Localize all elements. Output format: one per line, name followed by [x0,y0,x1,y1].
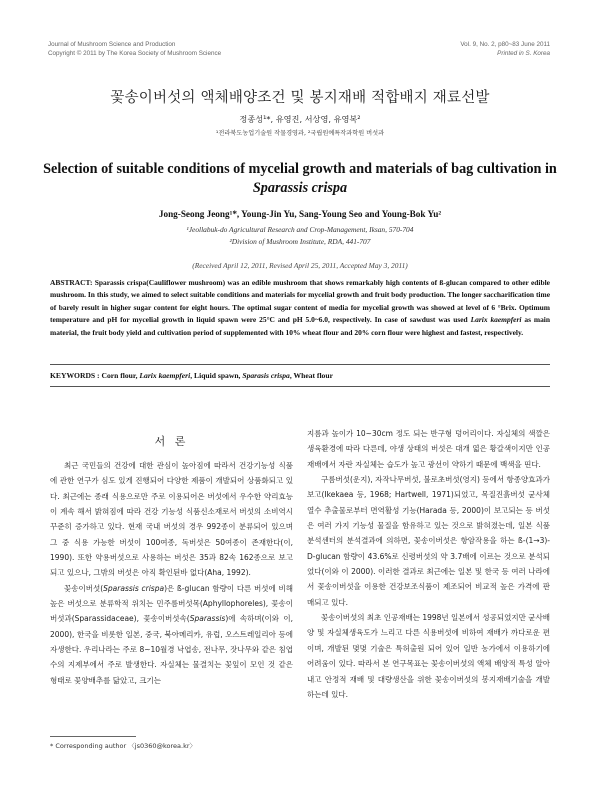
left-p2-species-1: Sparassis crispa [103,583,165,593]
left-paragraph-1: 최근 국민들의 건강에 대한 관심이 높아짐에 따라서 건강기능성 식품에 관한 연구가 심도 있게 진행되어 다양한 제품이 개발되어 상품화되고 있다. 최근에는 종래 식용으로만 주로 이용되어온 버섯에서 우수한 약리효능이 계속 해서 밝혀짐에 따라 건강 기능성 식품신소재로서 버섯의 소비역시 꾸준히 증가하고 있다. 현재 국내 버섯의 경우 992종이 분류되어 있으며 그 중 식용 가능한 버섯이 100여종, 독버섯은 50여종이 존재한다(이, 1990). 또한 약용버섯으로 사용하는 버섯은 35과 82속 162종으로 보고되고 있으나, 그밖의 버섯은 아직 확인된바 없다(Aha, 1992). [50,461,293,578]
keyword-2: Larix kaempferi [139,371,191,380]
keywords-top-rule [50,364,550,365]
journal-copyright: Copyright © 2011 by The Korea Society of Mushroom Science [48,49,222,57]
keywords-bottom-rule [50,386,550,387]
left-p2-text-c: )에 속하며(이와 이, 2000), 한국을 비롯한 일본, 중국, 북아메리카, 유럽, 오스트레일리아 등에 자생한다. 우리나라는 주로 8~10월경 낙엽송, 전나무, 잣나무와 같은 침엽수의 지제부에서 주로 발생한다. 자실체는 물결치는 꽃잎이 모인 것 같은 형태로 꽃양배추를 닮았고, 크기는 [50,614,293,685]
issue-header [460,41,550,58]
left-p2-text-b: )은 ß-glucan 함량이 다른 버섯에 비해 높은 버섯으로 분류학적 위치는 민주름버섯목(Aphyllophoreles), 꽃송이버섯과(Sparassidaceae), 꽃송이버섯속( [50,583,294,624]
english-title-main: Selection of suitable conditions of mycelial growth and materials of bag cultivation in [43,161,557,177]
footnote-rule [50,736,136,737]
abstract-label: ABSTRACT: [50,278,93,287]
left-column [50,458,293,688]
right-paragraph-3: 꽃송이버섯의 최초 인공재배는 1998년 일본에서 성공되었지만 균사배양 및 자실체생육도가 느리고 다른 식용버섯에 비하여 재배가 까다로운 편이며, 개발된 몇몇 기술은 특허출원 되어 있어 일반 농가에서 이용하기에 어려움이 있다. 따라서 본 연구목표는 꽃송이버섯의 액체 배양적 특성 알아내고 안정적 재배 및 대량생산을 위한 꽃송이버섯의 봉지재배기술을 개발하는데 있다. [307,613,551,699]
corresponding-author-footnote: * Corresponding author 〈js0360@korea.kr〉 [50,742,197,750]
journal-header [48,41,221,58]
english-title [40,160,560,198]
abstract-text-2: as main material, the fruit body yield and cultivation period of supplemented with 10% wheat flour and 20% corn flour were highest and fastest, respectively. [50,315,550,337]
english-title-species: Sparassis crispa [252,180,348,196]
korean-affiliations: ¹전라북도농업기술원 작물경영과, ²국립원예특작과학원 버섯과 [215,130,385,137]
left-p2-species-2: Sparassis [189,614,226,624]
journal-name: Journal of Mushroom Science and Production [48,41,176,48]
right-column [307,426,550,702]
keyword-4: Sparasis crispa [242,371,290,380]
keywords-label: KEYWORDS : [50,371,100,380]
keywords [50,371,550,380]
left-p2-text-a: 꽃송이버섯( [64,583,104,593]
keyword-3: , Liquid spawn, [190,371,243,380]
left-paragraph-2 [50,581,293,688]
keyword-5: , Wheat flour [289,371,333,380]
received-dates: (Received April 12, 2011, Revised April 25, 2011, Accepted May 3, 2011) [192,261,408,270]
issue-info: Vol. 9, No. 2, p80~83 June 2011 [460,41,550,48]
section-title-introduction: 서 론 [154,435,189,448]
abstract [50,277,550,339]
abstract-text-1: Sparassis crispa(Cauliflower mushroom) was an edible mushroom that shows remarkably high contents of ß-glucan compared to other edible mushroom. In this study, we aimed to select suitable conditions and materials for mycelial growth and fruit body production. The longer saccharification time of barely result in higher sugar content for eight hours. The optimal sugar content of media for mycelial growth was showed at level of 6 °Brix. Optimum temperature and pH for mycelial growth in liquid spawn were 25°C and pH 5.0~6.0, respectively. In case of sawdust was used [50,278,550,325]
abstract-species: Larix kaempferi [470,315,522,325]
korean-title: 꽃송이버섯의 액체배양조건 및 봉지재배 적합배지 재료선발 [110,90,490,106]
right-paragraph-1: 지름과 높이가 10~30cm 정도 되는 반구형 덩어리이다. 자실체의 색깔은 생육환경에 따라 다른데, 야생 상태의 버섯은 대개 엷은 황갈색이지만 인공재배에서 자란 자실체는 습도가 높고 광선이 약하기 때문에 백색을 띤다. [307,429,550,469]
english-authors: Jong-Seong Jeong¹*, Young-Jin Yu, Sang-Young Seo and Young-Bok Yu² [158,209,442,219]
korean-authors: 정종성¹*, 유영진, 서상영, 유영복² [239,114,361,124]
right-paragraph-2: 구름버섯(운지), 자작나무버섯, 불로초버섯(영지) 등에서 항종양효과가 보고(Ikekaea 등, 1968; Hartwell, 1971)되었고, 목질진흙버섯 균사체 열수 추출물로부터 면역활성 기능(Harada 등, 2000)이 보고되는 등 버섯은 여러 가지 기능성 물질을 함유하고 있는 것으로 밝혀졌는데, 일본 식품분석센터의 분석결과에 의하면, 꽃송이버섯은 항암작용을 하는 ß-(1→3)-D-glucan 함량이 43.6%로 신령버섯의 약 3.7배에 이르는 것으로 분석되었다(이와 이 2000). 이러한 결과로 최근에는 일본 및 한국 등 여러 나라에서 꽃송이버섯을 이용한 건강보조식품이 제조되어 비교적 높은 가격에 판매되고 있다. [307,475,550,607]
printed-info: Printed in S. Korea [497,49,550,57]
keyword-1: Corn flour, [99,371,140,380]
english-affiliation-2: ²Division of Mushroom Institute, RDA, 441-707 [229,237,371,246]
english-affiliation-1: ¹Jeollabuk-do Agricultural Research and Crop-Management, Iksan, 570-704 [186,225,414,234]
